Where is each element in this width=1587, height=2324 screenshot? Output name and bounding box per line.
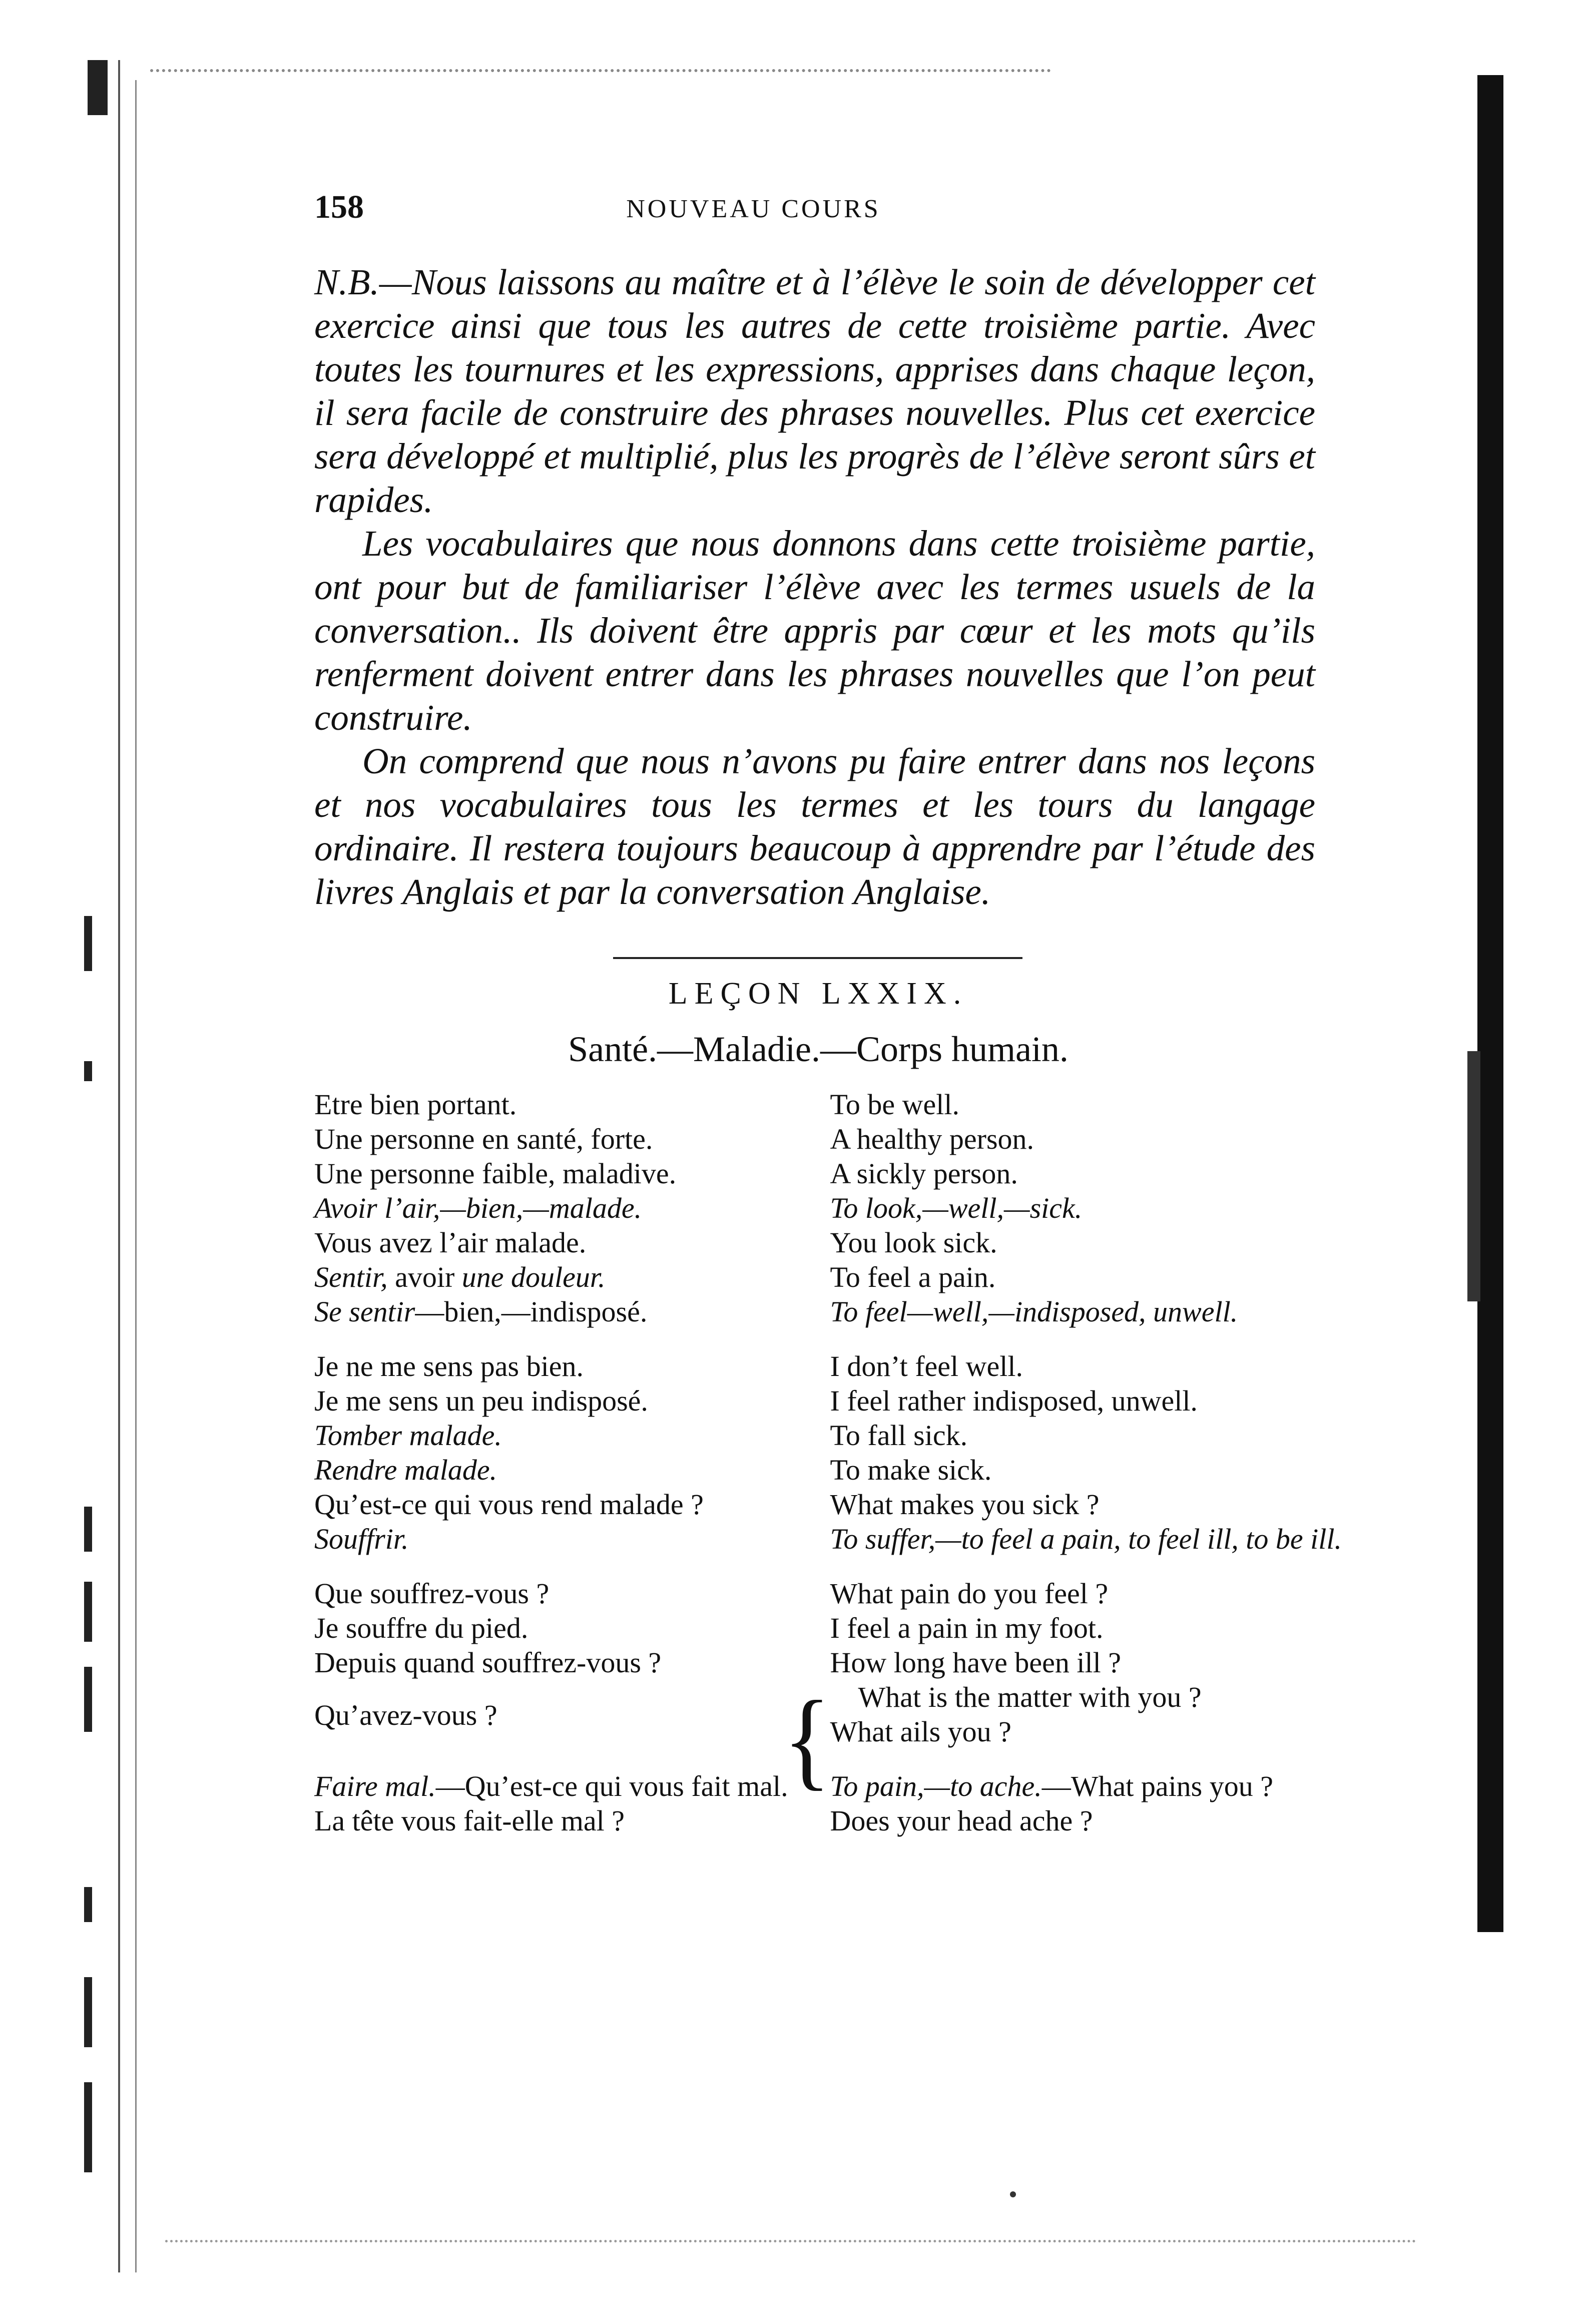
english-term: You look sick. xyxy=(830,1226,997,1259)
scan-edge-line xyxy=(135,80,137,2272)
vocab-row xyxy=(314,1122,1355,1156)
scan-edge-line xyxy=(118,60,120,2272)
english-term: To look,—well,—sick. xyxy=(830,1192,1083,1224)
english-term: To be well. xyxy=(830,1088,959,1121)
french-term: Que souffrez-vous ? xyxy=(314,1577,550,1610)
french-term: Je ne me sens pas bien. xyxy=(314,1350,584,1382)
french-term-part: —Qu’est-ce qui vous fait mal. xyxy=(435,1770,788,1802)
french-term: Vous avez l’air malade. xyxy=(314,1226,587,1259)
french-term: Qu’avez-vous ? xyxy=(314,1699,497,1731)
scan-edge-mark xyxy=(84,2082,92,2172)
english-term: Does your head ache ? xyxy=(830,1804,1093,1837)
english-term: To feel a pain. xyxy=(830,1261,996,1293)
english-term: How long have been ill ? xyxy=(830,1646,1121,1679)
french-term: Rendre malade. xyxy=(314,1454,497,1486)
vocab-row xyxy=(314,1453,1355,1487)
vocab-row xyxy=(314,1087,1355,1122)
english-term-part: —What pains you ? xyxy=(1041,1770,1273,1802)
english-term: I feel rather indisposed, unwell. xyxy=(830,1384,1198,1417)
scan-noise xyxy=(1010,2191,1016,2197)
vocab-row xyxy=(314,1522,1355,1556)
french-term: Une personne en santé, forte. xyxy=(314,1123,653,1155)
vocab-row xyxy=(314,1260,1355,1294)
section-divider xyxy=(613,957,1022,959)
vocab-row xyxy=(314,1418,1355,1453)
french-term xyxy=(314,1294,805,1329)
vocab-row xyxy=(314,1769,1355,1803)
english-term: To fall sick. xyxy=(830,1419,968,1452)
english-term: A healthy person. xyxy=(830,1123,1034,1155)
french-term: Etre bien portant. xyxy=(314,1088,517,1121)
english-term: What makes you sick ? xyxy=(830,1488,1100,1521)
vocab-row xyxy=(314,1349,1355,1383)
scan-edge-mark xyxy=(84,916,92,971)
french-term-part: avoir xyxy=(387,1261,462,1293)
scan-noise xyxy=(165,2240,1416,2242)
french-term: Souffrir. xyxy=(314,1523,409,1555)
english-term-part: To pain,—to ache. xyxy=(830,1770,1042,1802)
scan-edge-bar xyxy=(1467,1051,1480,1301)
french-term-part: Se sentir xyxy=(314,1295,415,1328)
english-term: A sickly person. xyxy=(830,1157,1018,1190)
page-number: 158 xyxy=(314,189,364,225)
french-term-part: une douleur. xyxy=(461,1261,606,1293)
vocab-row xyxy=(314,1803,1355,1838)
french-term: Je souffre du pied. xyxy=(314,1612,528,1644)
french-term: Qu’est-ce qui vous rend malade ? xyxy=(314,1488,704,1521)
lesson-title: LEÇON LXXIX. xyxy=(668,977,968,1011)
scan-edge-bar xyxy=(1477,75,1503,1932)
french-term-part: —bien,—indisposé. xyxy=(415,1295,648,1328)
vocab-row xyxy=(314,1487,1355,1522)
english-term: To feel—well,—indisposed, unwell. xyxy=(830,1295,1238,1328)
french-term: Depuis quand souffrez-vous ? xyxy=(314,1646,662,1679)
french-term xyxy=(314,1769,805,1803)
vocab-row xyxy=(314,1611,1355,1645)
scan-edge-mark xyxy=(84,1667,92,1732)
french-term-part: Faire mal. xyxy=(314,1770,436,1802)
scan-edge-mark xyxy=(84,1887,92,1922)
english-term: I don’t feel well. xyxy=(830,1350,1023,1382)
vocabulary-list xyxy=(314,1087,1355,1838)
brace-icon: { xyxy=(783,1678,831,1800)
french-term: Tomber malade. xyxy=(314,1419,502,1452)
english-term: To suffer,—to feel a pain, to feel ill, to be ill. xyxy=(830,1523,1342,1555)
scan-noise xyxy=(150,69,1051,72)
english-term: I feel a pain in my foot. xyxy=(830,1612,1104,1644)
english-term: To make sick. xyxy=(830,1454,992,1486)
introductory-note xyxy=(314,260,1315,913)
english-term xyxy=(830,1769,1356,1803)
running-title: NOUVEAU COURS xyxy=(626,195,881,223)
note-paragraph: N.B.—Nous laissons au maître et à l’élève le soin de développer cet exercice ainsi que tous les autres de cette troisième partie. Avec toutes les tournures et les expressions, apprises dans chaque leçon, il sera facile de construire des phrases nouvelles. Plus cet exercice sera développé et multiplié, plus les progrès de l’élève seront sûrs et rapides. xyxy=(314,262,1315,520)
vocab-row xyxy=(314,1576,1355,1611)
french-term: La tête vous fait-elle mal ? xyxy=(314,1804,625,1837)
french-term: Avoir l’air,—bien,—malade. xyxy=(314,1192,642,1224)
vocab-row xyxy=(314,1191,1355,1225)
english-term: What ails you ? xyxy=(830,1715,1011,1748)
scan-edge-mark xyxy=(84,1977,92,2047)
french-term-part: Sentir, xyxy=(314,1261,388,1293)
french-term: Une personne faible, maladive. xyxy=(314,1157,677,1190)
french-term: Je me sens un peu indisposé. xyxy=(314,1384,648,1417)
scan-edge-mark xyxy=(84,1507,92,1552)
vocab-row xyxy=(314,1383,1355,1418)
running-head xyxy=(314,188,1465,233)
vocab-row xyxy=(314,1156,1355,1191)
scan-edge-mark xyxy=(84,1582,92,1642)
english-term: What pain do you feel ? xyxy=(830,1577,1109,1610)
scan-edge-mark xyxy=(88,60,108,115)
note-paragraph: On comprend que nous n’avons pu faire entrer dans nos leçons et nos vocabulaires tous les termes et les tours du langage ordinaire. Il restera toujours beaucoup à apprendre par l’étude des livres Anglais et par la conversation Anglaise. xyxy=(314,741,1315,912)
note-paragraph: Les vocabulaires que nous donnons dans cette troisième partie, ont pour but de familiariser l’élève avec les termes usuels de la conversation.. Ils doivent être appris par cœur et les mots qu’ils renferment doivent entrer dans les phrases nouvelles que l’on peut construire. xyxy=(314,523,1315,738)
english-term: What is the matter with you ? xyxy=(858,1681,1202,1713)
vocab-row xyxy=(314,1294,1355,1329)
french-term xyxy=(314,1260,805,1294)
vocab-row xyxy=(314,1225,1355,1260)
scan-edge-mark xyxy=(84,1061,92,1081)
lesson-subtitle: Santé.—Maladie.—Corps humain. xyxy=(568,1029,1069,1069)
vocab-row xyxy=(314,1645,1355,1680)
